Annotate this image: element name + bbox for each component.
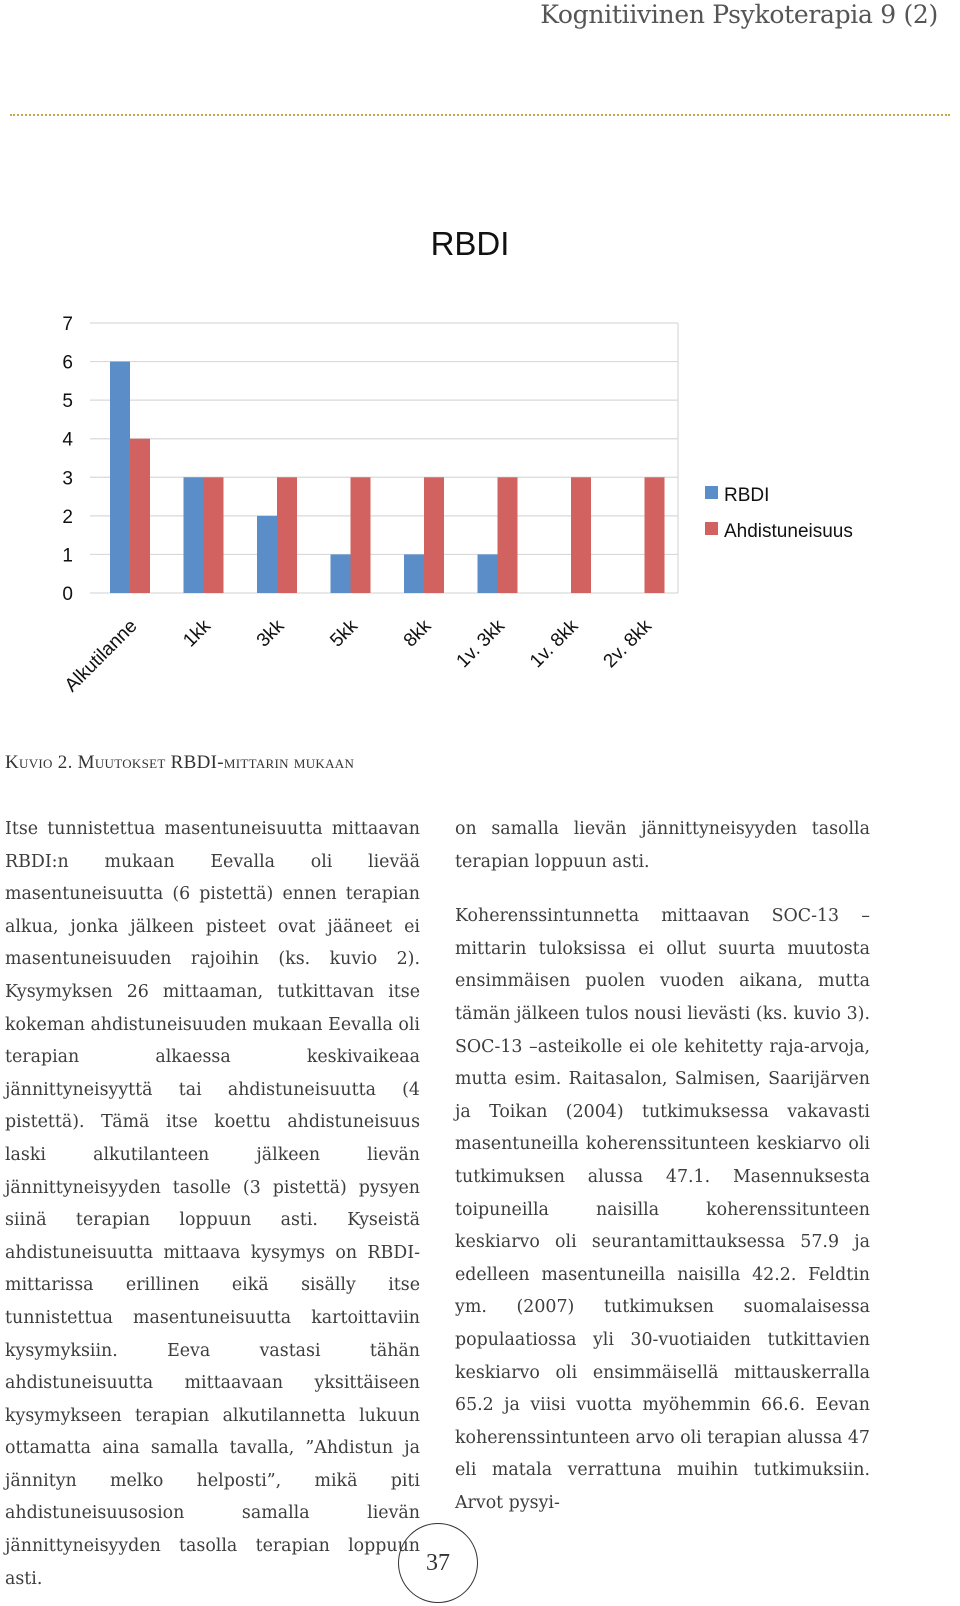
- bar-rbdi: [404, 554, 424, 593]
- page-number-circle: [398, 1523, 478, 1603]
- legend-label: RBDI: [724, 485, 770, 506]
- bar-ahdistuneisuus: [277, 477, 297, 593]
- y-tick-label: 1: [62, 545, 73, 567]
- y-tick-label: 0: [62, 584, 73, 605]
- bar-ahdistuneisuus: [130, 439, 150, 593]
- y-tick-label: 2: [62, 506, 73, 528]
- bar-ahdistuneisuus: [645, 477, 665, 593]
- bar-ahdistuneisuus: [571, 477, 591, 593]
- journal-header: Kognitiivinen Psykoterapia 9 (2): [540, 0, 938, 29]
- y-tick-label: 4: [62, 429, 73, 451]
- body-paragraph: on samalla lievän jännittyneisyyden tasolla terapian loppuun asti.: [455, 819, 870, 872]
- x-tick-label: 1kk: [179, 615, 216, 652]
- bar-ahdistuneisuus: [498, 477, 518, 593]
- legend-swatch: [705, 486, 718, 499]
- bar-ahdistuneisuus: [351, 477, 371, 593]
- y-tick-label: 5: [62, 391, 73, 413]
- y-tick-label: 3: [62, 468, 73, 490]
- bar-rbdi: [331, 554, 351, 593]
- x-tick-label: 1v. 3kk: [452, 615, 510, 673]
- body-column-right: [455, 813, 870, 1519]
- bar-ahdistuneisuus: [204, 477, 224, 593]
- x-tick-label: 3kk: [252, 615, 289, 652]
- x-tick-label: 2v. 8kk: [599, 615, 657, 673]
- x-tick-label: 1v. 8kk: [526, 615, 583, 673]
- bar-rbdi: [110, 362, 130, 593]
- body-paragraph: Koherenssintunnetta mittaavan SOC-13 –mittarin tuloksissa ei ollut suurta muutosta ensimmäisen puolen vuoden aikana, mutta tämän jälkeen tulos nousi lievästi (ks. kuvio 3). SOC-13 –asteikolle ei ole kehitetty raja-arvoja, mutta esim. Raitasalon, Salmisen, Saarijärven ja Toikan (2004) tutkimuksessa vakavasti masentuneilla koherenssitunteen keskiarvo oli tutkimuksen alussa 47.1. Masennuksesta toipuneilla naisilla koherenssitunteen keskiarvo oli seurantamittauksessa 57.9 ja edelleen masentuneilla naisilla 42.2. Feldtin ym. (2007) tutkimuksen suomalaisessa populaatiossa yli 30-vuotiaiden tutkittavien keskiarvo oli ensimmäisellä mittauskerralla 65.2 ja viisi vuotta myöhemmin 66.6. Eevan koherenssintunteen arvo oli terapian alussa 47 eli matala verrattuna muihin tutkimuksiin. Arvot pysyi-: [455, 906, 870, 1513]
- bar-rbdi: [478, 554, 498, 593]
- chart-legend: [705, 485, 853, 542]
- figure-caption: Kuvio 2. Muutokset RBDI-mittarin mukaan: [5, 752, 355, 773]
- body-column-left: [5, 813, 420, 1595]
- y-tick-label: 7: [62, 314, 73, 335]
- x-tick-label: Alkutilanne: [60, 615, 142, 697]
- body-paragraph: Itse tunnistettua masentuneisuutta mittaavan RBDI:n mukaan Eevalla oli lievää masentuneisuutta (6 pistettä) ennen terapian alkua, jonka jälkeen pisteet ovat jääneet ei masentuneisuuden rajoihin (ks. kuvio 2). Kysymyksen 26 mittaaman, tutkittavan itse kokeman ahdistuneisuuden mukaan Eevalla oli terapian alkaessa keskivaikeaa jännittyneisyyttä tai ahdistuneisuutta (4 pistettä). Tämä itse koettu ahdistuneisuus laski alkutilanteen jälkeen lievän jännittyneisyyden tasolle (3 pistettä) pysyen siinä terapian loppuun asti. Kyseistä ahdistuneisuutta mittaava kysymys on RBDI-mittarissa erillinen eikä sisälly itse tunnistettua masentuneisuutta kartoittaviin kysymyksiin. Eeva vastasi tähän ahdistuneisuutta mittaavaan yksittäiseen kysymykseen terapian alkutilannetta lukuun ottamatta aina samalla tavalla, ”Ahdistun ja jännityn melko helposti”, mikä piti ahdistuneisuusosion samalla lievän jännittyneisyyden tasolla terapian loppuun asti.: [5, 819, 420, 1589]
- chart-title: RBDI: [430, 225, 510, 262]
- legend-swatch: [705, 522, 718, 535]
- bar-ahdistuneisuus: [424, 477, 444, 593]
- y-tick-label: 6: [62, 352, 73, 374]
- x-tick-label: 8kk: [399, 615, 436, 652]
- bar-rbdi: [257, 516, 277, 593]
- y-axis-ticks: [62, 314, 73, 605]
- bar-rbdi: [184, 477, 204, 593]
- rbdi-bar-chart: [0, 205, 960, 725]
- header-divider: [10, 114, 950, 116]
- legend-label: Ahdistuneisuus: [724, 521, 853, 542]
- x-axis-ticks: [61, 615, 656, 696]
- x-tick-label: 5kk: [326, 615, 363, 652]
- page-number: 37: [426, 1549, 450, 1576]
